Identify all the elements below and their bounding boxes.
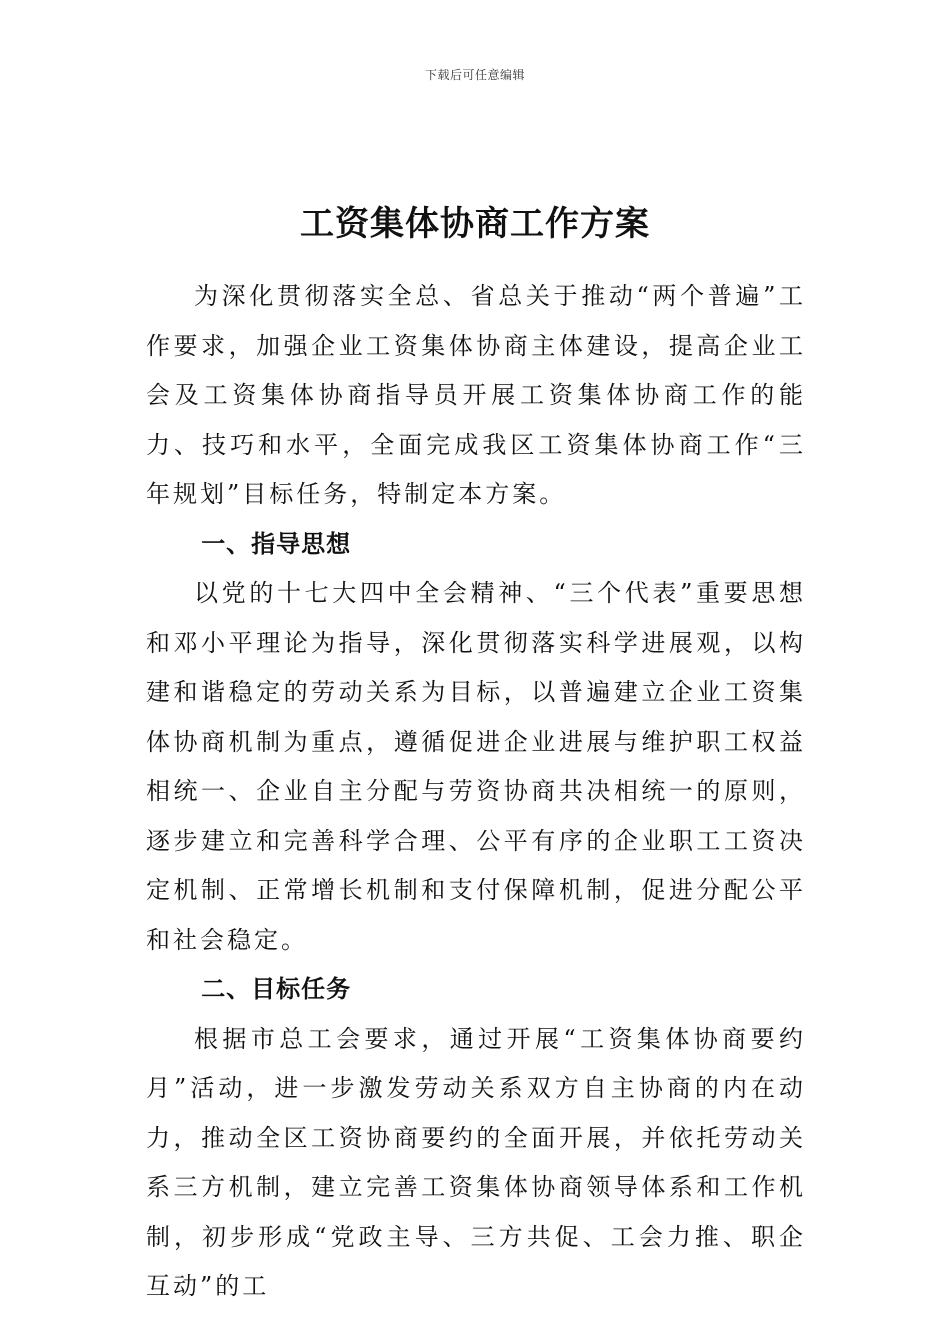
section-heading-objectives: 二、目标任务: [201, 975, 352, 1003]
section-heading-guiding-ideology: 一、指导思想: [201, 529, 352, 558]
section-paragraph-objectives: 根据市总工会要求，通过开展“工资集体协商要约月”活动，进一步激发劳动关系双方自主协商的内在动力，推动全区工资协商要约的全面开展，并依托劳动关系三方机制，建立完善工资集体协商领导体系和工作机制，初步形成“党政主导、三方共促、工会力推、职企互动”的工: [146, 1024, 806, 1300]
intro-paragraph: 为深化贯彻落实全总、省总关于推动“两个普遍”工作要求，加强企业工资集体协商主体建设，提高企业工会及工资集体协商指导员开展工资集体协商工作的能力、技巧和水平，全面完成我区工资集体协商工作“三年规划”目标任务，特制定本方案。: [146, 282, 806, 508]
document-body: [146, 272, 806, 1312]
header-note: 下载后可任意编辑: [424, 68, 525, 82]
section-paragraph-guiding-ideology: 以党的十七大四中全会精神、“三个代表”重要思想和邓小平理论为指导，深化贯彻落实科学进展观，以构建和谐稳定的劳动关系为目标，以普遍建立企业工资集体协商机制为重点，遵循促进企业进展与维护职工权益相统一、企业自主分配与劳资协商共决相统一的原则，逐步建立和完善科学合理、公平有序的企业职工工资决定机制、正常增长机制和支付保障机制，促进分配公平和社会稳定。: [146, 579, 806, 954]
document-title: 工资集体协商工作方案: [300, 204, 650, 244]
